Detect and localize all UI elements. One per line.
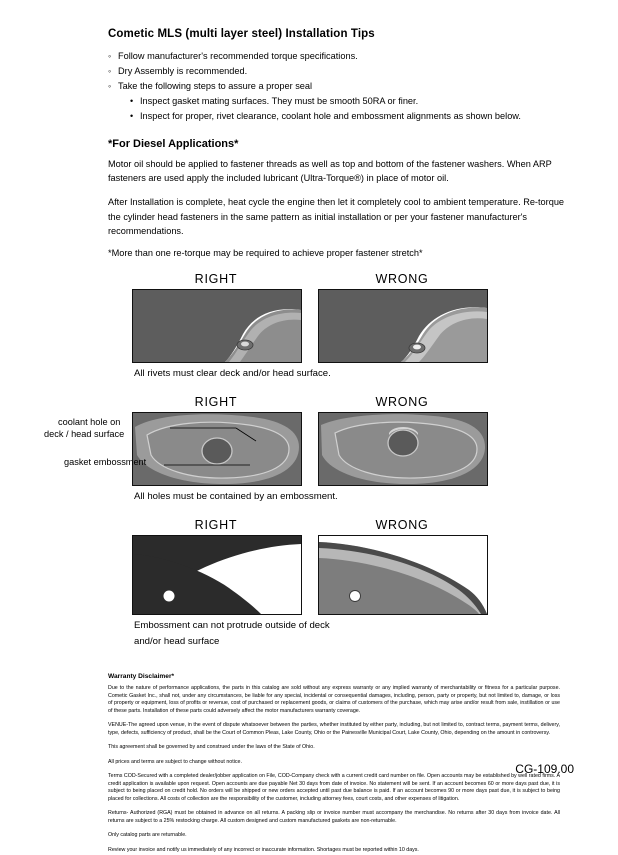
page-title: Cometic MLS (multi layer steel) Installation Tips [108, 28, 375, 40]
embossment-wrong-illustration [319, 413, 487, 485]
warranty-paragraph: Only catalog parts are returnable. [108, 832, 187, 839]
diesel-section-heading: *For Diesel Applications* [108, 137, 239, 150]
figure-label-right: RIGHT [194, 272, 238, 287]
figure-label-right: RIGHT [194, 518, 238, 533]
list-item: ◦ Follow manufacturer's recommended torque specifications. [108, 49, 578, 64]
figure-row-embossment [40, 395, 578, 486]
figure-image-embossment-wrong [318, 412, 488, 486]
list-item: ◦ Dry Assembly is recommended. [108, 64, 578, 79]
figure-caption-wrap-embossment [132, 491, 486, 502]
figure-label-wrong: WRONG [375, 272, 429, 287]
figure-image-protrusion-right [132, 535, 302, 615]
figure-image-rivet-wrong [318, 289, 488, 363]
figure-label-right: RIGHT [194, 395, 238, 410]
embossment-right-illustration [133, 413, 301, 485]
rivet-right-illustration [133, 290, 301, 362]
callout-coolant-hole-line2: deck / head surface [44, 429, 125, 440]
rivet-wrong-illustration [319, 290, 487, 362]
warranty-section [108, 673, 560, 854]
warranty-paragraph: All prices and terms are subject to change without notice. [108, 758, 242, 765]
warranty-paragraph: This agreement shall be governed by and construed under the laws of the State of Ohio. [108, 744, 315, 751]
figure-row-rivets [40, 272, 578, 363]
diesel-paragraph-1: Motor oil should be applied to fastener threads as well as top and bottom of the fastener washers. When ARP fasteners are used apply the included lubricant (Ultra-Torque®) in place of motor oil. [108, 158, 552, 183]
warranty-paragraph: VENUE-The agreed upon venue, in the event of dispute whatsoever between the parties, whether instituted by either party, including, but not limited to, contract terms, payment terms, delivery, type, defects, sufficiency of product, shall be the Court of Common Pleas, Lake County, Ohio or the Painesville Municipal Court, Lake County, Ohio, depending on the amount in controversy. [108, 722, 560, 736]
figure-caption-wrap-rivets [132, 368, 486, 379]
list-item [108, 79, 578, 124]
figure-right-protrusion [132, 518, 300, 615]
protrusion-wrong-illustration [319, 536, 487, 614]
part-number: CG-109.00 [515, 762, 574, 776]
callout-coolant-hole-line1: coolant hole on [58, 417, 121, 428]
figures-section [40, 272, 578, 647]
figure-label-wrong: WRONG [375, 395, 429, 410]
list-item: • Inspect gasket mating surfaces. They must be smooth 50RA or finer. [130, 94, 578, 109]
figure-image-rivet-right [132, 289, 302, 363]
figure-caption-embossment: All holes must be contained by an embossment. [134, 491, 338, 503]
diesel-paragraph-2: After Installation is complete, heat cycle the engine then let it completely cool to ambient temperature. Re-torque the cylinder head fasteners in the same pattern as initial installation or per your fastener manufacturer's recommendations. [108, 197, 565, 236]
retorque-note: *More than one re-torque may be required to achieve proper fastener stretch* [108, 248, 423, 259]
callout-gasket-embossment: gasket embossment [64, 457, 147, 468]
figure-wrong-protrusion [318, 518, 486, 615]
figure-wrong-embossment [318, 395, 486, 486]
figure-image-embossment-right [132, 412, 302, 486]
figure-row-protrusion [40, 518, 578, 615]
warranty-paragraph: Terms COD-Secured with a completed dealer/jobber application on File, COD-Company check with a current credit card number on file. Open accounts may be established by well rated firms. A credit application is available upon request. Open accounts are due payable Net 30 days from date of invoice. No statement will be sent. If an account becomes 60 or more days past due, it is subject to being placed on credit hold. No orders will be shipped or new orders accepted until past due balance is paid. If an account becomes 90 or more days past due, it is subject to being placed for collections. All costs of collection are the responsibility of the customer, including attorney fees, court costs, and other expenses of litigation. [108, 773, 560, 802]
figure-image-protrusion-wrong [318, 535, 488, 615]
protrusion-right-illustration [133, 536, 301, 614]
warranty-paragraph: Review your invoice and notify us immediately of any incorrect or inaccurate information. Shortages must be reported within 10 days. [108, 846, 419, 853]
warranty-paragraph: Returns- Authorized (RGA) must be obtained in advance on all returns. A packing slip or invoice number must accompany the merchandise. No returns after 30 days from invoice date. All returns are subject to a 25% restocking charge. All custom designed and custom manufactured gaskets are non-returnable. [108, 810, 560, 824]
figure-caption-rivets: All rivets must clear deck and/or head surface. [134, 368, 331, 380]
installation-tips-list [108, 49, 578, 124]
installation-sub-list [130, 94, 578, 124]
warranty-paragraph: Due to the nature of performance applications, the parts in this catalog are sold without any express warranty or any implied warranty of merchantability or fitness for a particular purpose. Cometic Gasket Inc., shall not, under any circumstances, be liable for any special, incidental or consequential damages, including, person, party or property, but not limited to, damage, or loss of property or equipment, loss of profits or revenue, cost of purchased or replacement goods, or claims of customers of the purchase, which may arise and/or result from sale, instillation or use of these parts. Installation of these parts could adversely affect the motor manufacturers warranty coverage. [108, 685, 560, 714]
figure-right-embossment [132, 395, 300, 486]
list-item-label: Take the following steps to assure a proper seal [118, 80, 313, 91]
figure-caption-protrusion-line2: and/or head surface [134, 636, 220, 648]
figure-caption-wrap-protrusion [132, 620, 486, 647]
warranty-heading: Warranty Disclaimer* [108, 673, 175, 681]
figure-wrong-rivets [318, 272, 486, 363]
figure-right-rivets [132, 272, 300, 363]
figure-label-wrong: WRONG [375, 518, 429, 533]
figure-caption-protrusion-line1: Embossment can not protrude outside of deck [134, 620, 330, 632]
list-item: • Inspect for proper, rivet clearance, coolant hole and embossment alignments as shown below. [130, 109, 578, 124]
